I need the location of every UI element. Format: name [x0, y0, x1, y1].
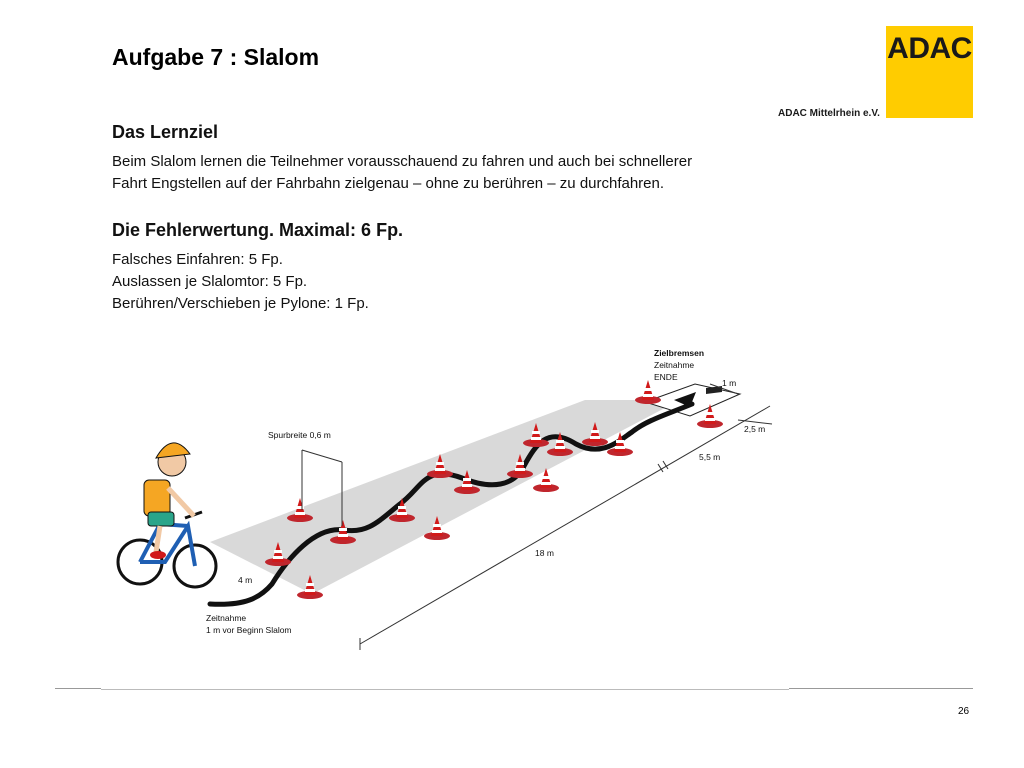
dim-4m-label: 4 m	[238, 575, 253, 585]
lernziel-line: Fahrt Engstellen auf der Fahrbahn zielgenau – ohne zu berühren – zu durchfahren.	[112, 175, 665, 192]
fehler-item: Falsches Einfahren: 5 Fp.	[112, 251, 283, 268]
dim-1m-label: 1 m	[722, 378, 737, 388]
cone	[635, 380, 661, 404]
lernziel-heading: Das Lernziel	[112, 122, 219, 142]
dim-18m-label: 18 m	[535, 548, 554, 558]
footer-rule-right	[789, 688, 973, 689]
dim-5-5m-label: 5,5 m	[699, 452, 721, 462]
footer-rule	[101, 689, 789, 690]
adac-logo	[886, 26, 973, 118]
zielbremsen-title: Zielbremsen	[654, 348, 705, 358]
lernziel-line: Beim Slalom lernen die Teilnehmer vorausschauend zu fahren und auch bei schnellerer	[112, 153, 693, 170]
footer-rule-left	[55, 688, 101, 689]
rider-shorts	[148, 512, 174, 526]
rider-shoe	[150, 551, 166, 559]
fehlerwertung-list	[112, 249, 369, 315]
start-label-2: 1 m vor Beginn Slalom	[206, 625, 292, 635]
page-number: 26	[958, 706, 970, 717]
dim-2-5m-label: 2,5 m	[744, 424, 766, 434]
lernziel-text	[112, 151, 692, 195]
club-name: ADAC Mittelrhein e.V.	[778, 108, 880, 119]
spurbreite-leader	[302, 450, 342, 462]
fehlerwertung-heading: Die Fehlerwertung. Maximal: 6 Fp.	[112, 220, 404, 240]
logo-text: ADAC	[887, 32, 972, 65]
zielbremsen-line2: ENDE	[654, 372, 678, 382]
zielbremsen-line1: Zeitnahme	[654, 360, 695, 370]
spurbreite-label: Spurbreite 0,6 m	[268, 430, 331, 440]
slalom-diagram	[110, 340, 790, 660]
cyclist-illustration	[118, 443, 216, 587]
rider-shirt	[144, 480, 170, 516]
fehler-item: Berühren/Verschieben je Pylone: 1 Fp.	[112, 295, 369, 312]
fehler-item: Auslassen je Slalomtor: 5 Fp.	[112, 273, 308, 290]
slide-title: Aufgabe 7 : Slalom	[112, 44, 320, 70]
start-label-1: Zeitnahme	[206, 613, 247, 623]
